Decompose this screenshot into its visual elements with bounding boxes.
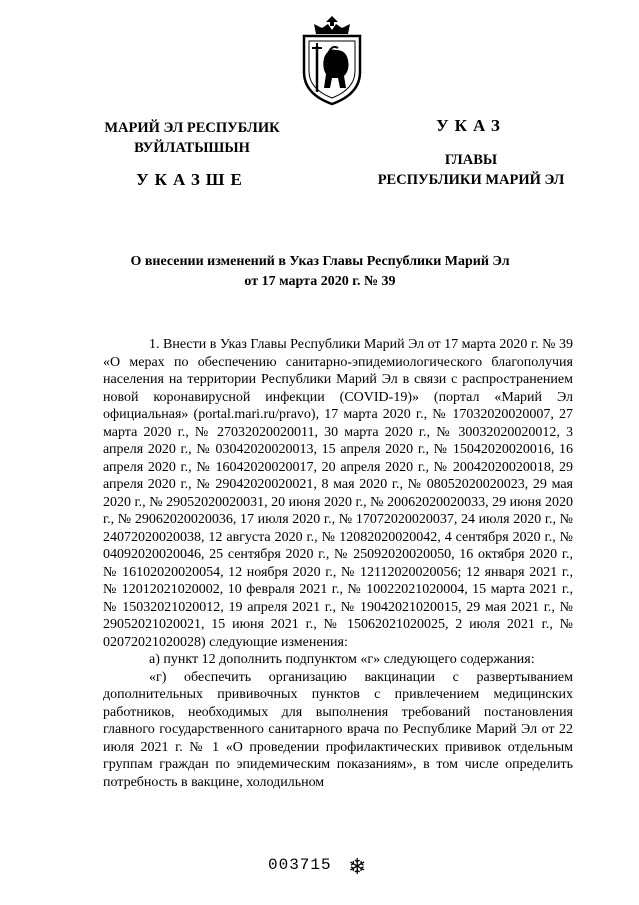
document-title — [60, 252, 580, 292]
paragraph-2: а) пункт 12 дополнить подпунктом «г» следующего содержания: — [149, 652, 535, 667]
document-body — [103, 336, 573, 791]
header-right-line1: ГЛАВЫ — [444, 152, 498, 168]
header-right-line2: РЕСПУБЛИКИ МАРИЙ ЭЛ — [377, 172, 565, 188]
header-right-title: УКАЗ — [436, 116, 506, 135]
header-left-line2: ВУЙЛАТЫШЫН — [134, 140, 250, 156]
document-title-line2: от 17 марта 2020 г. № 39 — [244, 274, 396, 289]
coat-of-arms-icon — [292, 14, 372, 106]
paragraph-3: «г) обеспечить организацию вакцинации с развертыванием дополнительных прививочных пунктов с привлечением медицинских работников, необходимых для выполнения требований постановления главного государственного санитарного врача по Республике Марий Эл от 22 июля 2021 г. № 1 «О проведении профилактических прививок отдельным группам граждан по эпидемическим показаниям», в том числе определить потребность в вакцине, холодильном — [103, 669, 573, 790]
paragraph-1: 1. Внести в Указ Главы Республики Марий Эл от 17 марта 2020 г. № 39 «О мерах по обеспечению санитарно-эпидемиологического благополучия населения на территории Республики Марий Эл в связи с распространением новой коронавирусной инфекции (COVID-19)» (портал «Марий Эл официальная» (portal.mari.ru/pravo), 17 марта 2020 г., № 17032020020007, 27 марта 2020 г., № 27032020020011, 30 марта 2020 г., № 30032020020012, 3 апреля 2020 г., № 03042020020013, 15 апреля 2020 г., № 15042020020016, 16 апреля 2020 г., № 16042020020017, 20 апреля 2020 г., № 20042020020018, 29 апреля 2020 г., № 29042020020021, 8 мая 2020 г., № 08052020020023, 29 мая 2020 г., № 29052020020031, 20 июня 2020 г., № 20062020020033, 29 июня 2020 г., № 29062020020036, 17 июля 2020 г., № 17072020020037, 24 июля 2020 г., № 24072020020038, 12 августа 2020 г., № 12082020020042, 4 сентября 2020 г., № 04092020020046, 25 сентября 2020 г., № 25092020020050, 16 октября 2020 г., № 16102020020054, 12 ноября 2020 г., № 12112020020056; 12 января 2021 г., № 12012021020002, 10 февраля 2021 г., № 10022021020004, 15 марта 2021 г., № 15032021020012, 19 апреля 2021 г., № 19042021020015, 29 мая 2021 г., № 29052021020021, 15 июня 2021 г., № 15062021020025, 2 июля 2021 г., № 02072021020028) следующие изменения: — [103, 337, 573, 650]
header-left-title: УКАЗШЕ — [136, 170, 248, 189]
serial-number: 003715 — [268, 856, 332, 874]
footer — [268, 856, 408, 878]
header-left-line1: МАРИЙ ЭЛ РЕСПУБЛИК — [104, 120, 280, 136]
document-title-line1: О внесении изменений в Указ Главы Республики Марий Эл — [130, 254, 510, 269]
snowflake-icon: ❄ — [348, 854, 367, 879]
